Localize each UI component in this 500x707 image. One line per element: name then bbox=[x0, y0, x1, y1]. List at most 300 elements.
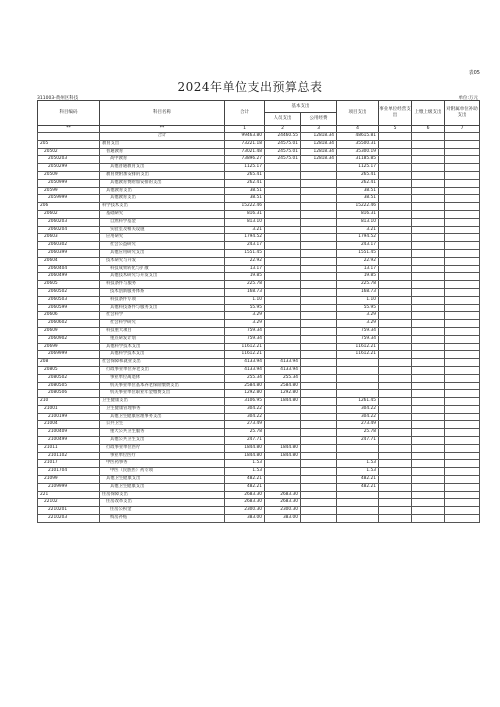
cell-code: 2080505 bbox=[38, 382, 100, 390]
cell-total: 73021.48 bbox=[225, 148, 265, 156]
cell-public bbox=[301, 273, 337, 281]
cell-total: 55.95 bbox=[225, 304, 265, 312]
cell-total: 482.21 bbox=[225, 483, 265, 491]
cell-business bbox=[379, 452, 412, 460]
cell-business bbox=[379, 187, 412, 195]
cell-project: 813.10 bbox=[337, 218, 379, 226]
cell-business bbox=[379, 312, 412, 320]
cell-code: 2059999 bbox=[38, 195, 100, 203]
cell-code: 21001 bbox=[38, 405, 100, 413]
table-row bbox=[38, 140, 480, 148]
table-row bbox=[38, 281, 480, 289]
index-cell: ** bbox=[100, 126, 225, 133]
cell-code bbox=[38, 133, 100, 141]
cell-lower bbox=[445, 476, 480, 484]
cell-business bbox=[379, 133, 412, 141]
cell-public bbox=[301, 491, 337, 499]
cell-code: 2050999 bbox=[38, 179, 100, 187]
cell-name: 社会保障和就业支出 bbox=[100, 359, 225, 367]
cell-name: 技术研究与开发 bbox=[100, 257, 225, 265]
cell-personnel bbox=[265, 468, 301, 476]
cell-lower bbox=[445, 171, 480, 179]
cell-personnel: 1844.80 bbox=[265, 452, 301, 460]
cell-public bbox=[301, 405, 337, 413]
cell-code: 2050203 bbox=[38, 156, 100, 164]
header-personnel: 人员支出 bbox=[265, 113, 301, 126]
cell-code: 20605 bbox=[38, 281, 100, 289]
cell-project: 243.17 bbox=[337, 242, 379, 250]
cell-total: 13.17 bbox=[225, 265, 265, 273]
cell-code: 21011 bbox=[38, 444, 100, 452]
cell-subsidy bbox=[412, 140, 445, 148]
cell-code: 22102 bbox=[38, 499, 100, 507]
cell-project: 35300.19 bbox=[337, 148, 379, 156]
index-cell: 3 bbox=[301, 126, 337, 133]
cell-business bbox=[379, 421, 412, 429]
cell-code: 20502 bbox=[38, 148, 100, 156]
cell-business bbox=[379, 195, 412, 203]
cell-lower bbox=[445, 460, 480, 468]
cell-subsidy bbox=[412, 133, 445, 141]
cell-total: 383.00 bbox=[225, 515, 265, 523]
cell-lower bbox=[445, 296, 480, 304]
cell-public bbox=[301, 444, 337, 452]
cell-public bbox=[301, 242, 337, 250]
header-business: 事业单位经营支出 bbox=[379, 101, 412, 126]
cell-subsidy bbox=[412, 210, 445, 218]
cell-public bbox=[301, 257, 337, 265]
cell-business bbox=[379, 335, 412, 343]
index-cell: 1 bbox=[225, 126, 265, 133]
table-row bbox=[38, 335, 480, 343]
index-cell: 2 bbox=[265, 126, 301, 133]
header-lower: 对附属单位补助支出 bbox=[445, 101, 480, 126]
cell-lower bbox=[445, 515, 480, 523]
cell-name: 其他科技条件与服务支出 bbox=[100, 304, 225, 312]
cell-subsidy bbox=[412, 296, 445, 304]
cell-subsidy bbox=[412, 374, 445, 382]
table-row bbox=[38, 398, 480, 406]
cell-total: 243.17 bbox=[225, 242, 265, 250]
cell-total: 813.10 bbox=[225, 218, 265, 226]
page-title: 2024年单位支出预算总表 bbox=[177, 80, 323, 94]
cell-subsidy bbox=[412, 507, 445, 515]
cell-business bbox=[379, 249, 412, 257]
cell-personnel: 4133.94 bbox=[265, 366, 301, 374]
cell-lower bbox=[445, 281, 480, 289]
cell-subsidy bbox=[412, 468, 445, 476]
cell-name: 科技条件专项 bbox=[100, 296, 225, 304]
cell-total: 273.49 bbox=[225, 421, 265, 429]
cell-name: 其他教育支出 bbox=[100, 187, 225, 195]
cell-name: 公共卫生 bbox=[100, 421, 225, 429]
cell-project bbox=[337, 515, 379, 523]
cell-code: 20603 bbox=[38, 234, 100, 242]
cell-subsidy bbox=[412, 444, 445, 452]
cell-personnel: 1844.80 bbox=[265, 444, 301, 452]
cell-subsidy bbox=[412, 429, 445, 437]
cell-personnel bbox=[265, 437, 301, 445]
cell-name: 其他应用研究支出 bbox=[100, 249, 225, 257]
cell-public bbox=[301, 413, 337, 421]
cell-project bbox=[337, 507, 379, 515]
cell-project: 13.17 bbox=[337, 265, 379, 273]
table-row bbox=[38, 476, 480, 484]
cell-subsidy bbox=[412, 359, 445, 367]
cell-total: 2683.30 bbox=[225, 491, 265, 499]
table-row bbox=[38, 382, 480, 390]
cell-name: 卫生健康管理事务 bbox=[100, 405, 225, 413]
cell-public bbox=[301, 281, 337, 289]
cell-personnel bbox=[265, 210, 301, 218]
cell-lower bbox=[445, 133, 480, 141]
cell-public bbox=[301, 382, 337, 390]
cell-lower bbox=[445, 390, 480, 398]
table-row bbox=[38, 312, 480, 320]
cell-total: 225.78 bbox=[225, 281, 265, 289]
cell-lower bbox=[445, 374, 480, 382]
cell-project: 265.41 bbox=[337, 171, 379, 179]
cell-personnel bbox=[265, 226, 301, 234]
cell-project: 11612.21 bbox=[337, 351, 379, 359]
cell-total: 2584.80 bbox=[225, 382, 265, 390]
table-row bbox=[38, 148, 480, 156]
cell-code: 2101704 bbox=[38, 468, 100, 476]
table-row bbox=[38, 226, 480, 234]
cell-subsidy bbox=[412, 382, 445, 390]
cell-project bbox=[337, 390, 379, 398]
cell-code: 2060203 bbox=[38, 218, 100, 226]
cell-name: 技术创新服务体系 bbox=[100, 288, 225, 296]
cell-name: 其他科学技术支出 bbox=[100, 343, 225, 351]
cell-personnel: 1844.80 bbox=[265, 398, 301, 406]
cell-personnel bbox=[265, 312, 301, 320]
cell-code: 2060599 bbox=[38, 304, 100, 312]
cell-total: 1125.17 bbox=[225, 164, 265, 172]
cell-lower bbox=[445, 343, 480, 351]
cell-name: 卫生健康支出 bbox=[100, 398, 225, 406]
cell-name: 其他科学技术支出 bbox=[100, 351, 225, 359]
cell-subsidy bbox=[412, 476, 445, 484]
cell-total: 99463.80 bbox=[225, 133, 265, 141]
cell-project: 304.22 bbox=[337, 413, 379, 421]
cell-project: 262.41 bbox=[337, 179, 379, 187]
cell-lower bbox=[445, 437, 480, 445]
cell-personnel: 2300.30 bbox=[265, 507, 301, 515]
cell-business bbox=[379, 171, 412, 179]
header-project: 项目支出 bbox=[337, 101, 379, 126]
table-header bbox=[37, 100, 480, 133]
cell-lower bbox=[445, 304, 480, 312]
table-row bbox=[38, 320, 480, 328]
cell-name: 中医药事务 bbox=[100, 460, 225, 468]
cell-total: 38.51 bbox=[225, 187, 265, 195]
cell-business bbox=[379, 483, 412, 491]
cell-public bbox=[301, 171, 337, 179]
cell-business bbox=[379, 156, 412, 164]
cell-code: 2060902 bbox=[38, 335, 100, 343]
cell-subsidy bbox=[412, 320, 445, 328]
cell-lower bbox=[445, 195, 480, 203]
cell-project bbox=[337, 366, 379, 374]
cell-code: 2060204 bbox=[38, 226, 100, 234]
cell-personnel bbox=[265, 234, 301, 242]
cell-public bbox=[301, 226, 337, 234]
table-row bbox=[38, 288, 480, 296]
cell-total: 247.71 bbox=[225, 437, 265, 445]
cell-code: 2060499 bbox=[38, 273, 100, 281]
cell-business bbox=[379, 413, 412, 421]
cell-total: 3.29 bbox=[225, 312, 265, 320]
cell-personnel bbox=[265, 187, 301, 195]
cell-subsidy bbox=[412, 398, 445, 406]
table-row bbox=[38, 429, 480, 437]
cell-project: 35500.31 bbox=[337, 140, 379, 148]
cell-subsidy bbox=[412, 203, 445, 211]
cell-business bbox=[379, 405, 412, 413]
cell-project bbox=[337, 444, 379, 452]
cell-name: 科技成果转化与扩散 bbox=[100, 265, 225, 273]
cell-project bbox=[337, 452, 379, 460]
cell-business bbox=[379, 320, 412, 328]
cell-subsidy bbox=[412, 515, 445, 523]
cell-project bbox=[337, 491, 379, 499]
table-row bbox=[38, 437, 480, 445]
budget-table bbox=[37, 132, 480, 523]
cell-project bbox=[337, 374, 379, 382]
cell-lower bbox=[445, 265, 480, 273]
cell-project: 273.49 bbox=[337, 421, 379, 429]
table-row bbox=[38, 366, 480, 374]
cell-subsidy bbox=[412, 265, 445, 273]
cell-project: 759.34 bbox=[337, 335, 379, 343]
cell-lower bbox=[445, 218, 480, 226]
cell-personnel bbox=[265, 218, 301, 226]
cell-subsidy bbox=[412, 242, 445, 250]
cell-total: 262.41 bbox=[225, 179, 265, 187]
cell-code: 2100199 bbox=[38, 413, 100, 421]
cell-lower bbox=[445, 242, 480, 250]
cell-name: 自然科学基金 bbox=[100, 218, 225, 226]
cell-personnel bbox=[265, 429, 301, 437]
cell-personnel bbox=[265, 343, 301, 351]
cell-lower bbox=[445, 140, 480, 148]
cell-code: 2060502 bbox=[38, 288, 100, 296]
cell-project: 1.10 bbox=[337, 296, 379, 304]
cell-code: 2210203 bbox=[38, 515, 100, 523]
cell-personnel: 24575.01 bbox=[265, 156, 301, 164]
cell-project: 759.34 bbox=[337, 327, 379, 335]
cell-total: 2683.30 bbox=[225, 499, 265, 507]
cell-subsidy bbox=[412, 351, 445, 359]
cell-code: 2100499 bbox=[38, 437, 100, 445]
cell-lower bbox=[445, 429, 480, 437]
cell-name: 住房改革支出 bbox=[100, 499, 225, 507]
cell-public bbox=[301, 468, 337, 476]
cell-name: 其他卫生健康管理事务支出 bbox=[100, 413, 225, 421]
cell-business bbox=[379, 281, 412, 289]
cell-lower bbox=[445, 468, 480, 476]
cell-business bbox=[379, 140, 412, 148]
cell-personnel bbox=[265, 171, 301, 179]
table-row bbox=[38, 234, 480, 242]
table-row bbox=[38, 133, 480, 141]
table-row bbox=[38, 359, 480, 367]
cell-personnel: 2683.30 bbox=[265, 491, 301, 499]
cell-subsidy bbox=[412, 413, 445, 421]
cell-subsidy bbox=[412, 234, 445, 242]
cell-public bbox=[301, 327, 337, 335]
cell-public bbox=[301, 429, 337, 437]
cell-code: 20805 bbox=[38, 366, 100, 374]
cell-lower bbox=[445, 335, 480, 343]
cell-project: 19.85 bbox=[337, 273, 379, 281]
cell-subsidy bbox=[412, 281, 445, 289]
cell-code: 20602 bbox=[38, 210, 100, 218]
cell-business bbox=[379, 390, 412, 398]
header-code: 科目编码 bbox=[38, 101, 100, 126]
cell-business bbox=[379, 164, 412, 172]
cell-total: 11612.21 bbox=[225, 343, 265, 351]
cell-business bbox=[379, 359, 412, 367]
cell-name: 基础研究 bbox=[100, 210, 225, 218]
cell-business bbox=[379, 366, 412, 374]
cell-subsidy bbox=[412, 366, 445, 374]
cell-business bbox=[379, 437, 412, 445]
cell-personnel bbox=[265, 327, 301, 335]
table-row bbox=[38, 468, 480, 476]
cell-subsidy bbox=[412, 335, 445, 343]
cell-personnel bbox=[265, 242, 301, 250]
cell-total: 73221.18 bbox=[225, 140, 265, 148]
cell-personnel bbox=[265, 335, 301, 343]
cell-project: 1551.45 bbox=[337, 249, 379, 257]
cell-project: 304.22 bbox=[337, 405, 379, 413]
table-row bbox=[38, 257, 480, 265]
cell-lower bbox=[445, 179, 480, 187]
header-public: 公用经费 bbox=[301, 113, 337, 126]
cell-public bbox=[301, 351, 337, 359]
table-row bbox=[38, 304, 480, 312]
cell-lower bbox=[445, 187, 480, 195]
table-row bbox=[38, 507, 480, 515]
cell-project: 15222.46 bbox=[337, 203, 379, 211]
cell-personnel bbox=[265, 483, 301, 491]
cell-code: 21099 bbox=[38, 476, 100, 484]
cell-personnel: 24575.01 bbox=[265, 148, 301, 156]
table-row bbox=[38, 327, 480, 335]
cell-project: 48615.81 bbox=[337, 133, 379, 141]
cell-lower bbox=[445, 366, 480, 374]
cell-name: 教育支出 bbox=[100, 140, 225, 148]
cell-subsidy bbox=[412, 452, 445, 460]
cell-code: 2210201 bbox=[38, 507, 100, 515]
cell-public bbox=[301, 296, 337, 304]
table-row bbox=[38, 444, 480, 452]
cell-project: 38.51 bbox=[337, 195, 379, 203]
cell-personnel: 2584.80 bbox=[265, 382, 301, 390]
cell-lower bbox=[445, 351, 480, 359]
cell-code: 21017 bbox=[38, 460, 100, 468]
cell-personnel bbox=[265, 460, 301, 468]
cell-project: 25.78 bbox=[337, 429, 379, 437]
cell-project: 816.31 bbox=[337, 210, 379, 218]
table-row bbox=[38, 515, 480, 523]
cell-project: 482.21 bbox=[337, 483, 379, 491]
cell-total: 15222.46 bbox=[225, 203, 265, 211]
cell-project: 1125.17 bbox=[337, 164, 379, 172]
cell-personnel bbox=[265, 405, 301, 413]
cell-public bbox=[301, 187, 337, 195]
cell-code: 20599 bbox=[38, 187, 100, 195]
cell-name: 普通教育 bbox=[100, 148, 225, 156]
cell-code: 2050299 bbox=[38, 164, 100, 172]
cell-code: 2060602 bbox=[38, 320, 100, 328]
cell-business bbox=[379, 179, 412, 187]
cell-total: 482.21 bbox=[225, 476, 265, 484]
cell-project bbox=[337, 382, 379, 390]
cell-business bbox=[379, 242, 412, 250]
cell-name: 行政事业单位养老支出 bbox=[100, 366, 225, 374]
cell-total: 1.53 bbox=[225, 468, 265, 476]
cell-business bbox=[379, 257, 412, 265]
table-row bbox=[38, 249, 480, 257]
cell-lower bbox=[445, 320, 480, 328]
cell-lower bbox=[445, 234, 480, 242]
cell-business bbox=[379, 226, 412, 234]
header-name: 科目名称 bbox=[100, 101, 225, 126]
cell-total: 304.22 bbox=[225, 405, 265, 413]
cell-name: 住房保障支出 bbox=[100, 491, 225, 499]
cell-code: 20606 bbox=[38, 312, 100, 320]
cell-business bbox=[379, 515, 412, 523]
cell-name: 社会科学研究 bbox=[100, 320, 225, 328]
table-row bbox=[38, 452, 480, 460]
cell-project: 3.29 bbox=[337, 312, 379, 320]
cell-public bbox=[301, 218, 337, 226]
cell-personnel bbox=[265, 257, 301, 265]
table-row bbox=[38, 195, 480, 203]
cell-name: 事业单位离退休 bbox=[100, 374, 225, 382]
cell-public bbox=[301, 390, 337, 398]
cell-business bbox=[379, 460, 412, 468]
cell-subsidy bbox=[412, 327, 445, 335]
index-cell: 6 bbox=[412, 126, 445, 133]
cell-lower bbox=[445, 499, 480, 507]
cell-name: 科技重大项目 bbox=[100, 327, 225, 335]
cell-total: 73896.27 bbox=[225, 156, 265, 164]
cell-public: 12818.34 bbox=[301, 133, 337, 141]
cell-total: 1844.80 bbox=[225, 452, 265, 460]
cell-public bbox=[301, 515, 337, 523]
cell-name: 教育费附加安排的支出 bbox=[100, 171, 225, 179]
cell-code: 2060404 bbox=[38, 265, 100, 273]
cell-subsidy bbox=[412, 499, 445, 507]
cell-project: 247.71 bbox=[337, 437, 379, 445]
cell-subsidy bbox=[412, 273, 445, 281]
cell-lower bbox=[445, 327, 480, 335]
cell-name: 其他普通教育支出 bbox=[100, 164, 225, 172]
cell-public bbox=[301, 164, 337, 172]
cell-total: 168.73 bbox=[225, 288, 265, 296]
cell-business bbox=[379, 499, 412, 507]
cell-subsidy bbox=[412, 343, 445, 351]
cell-business bbox=[379, 444, 412, 452]
cell-code: 2101102 bbox=[38, 452, 100, 460]
cell-project: 482.21 bbox=[337, 476, 379, 484]
cell-lower bbox=[445, 421, 480, 429]
cell-subsidy bbox=[412, 148, 445, 156]
